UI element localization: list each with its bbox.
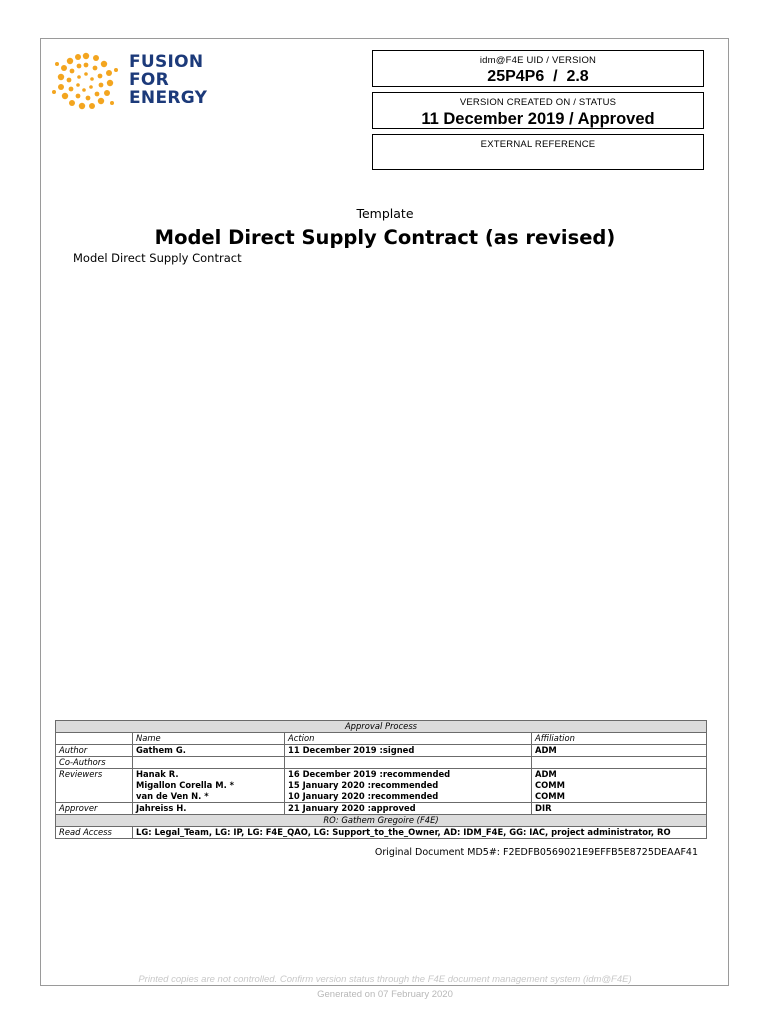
logo-wordmark: [129, 53, 207, 107]
coauthors-row: [56, 757, 707, 769]
footer-generated-date: Generated on 07 February 2020: [317, 989, 453, 1000]
author-name: Gathem G.: [133, 745, 285, 757]
logo-line-1: FUSION: [129, 52, 204, 72]
footer-disclaimer: Printed copies are not controlled. Confirm version status through the F4E document management system (idm@F4E): [138, 974, 632, 985]
uid-value: 25P4P6 / 2.8: [487, 68, 589, 85]
approver-action: 21 January 2020 :approved: [285, 803, 532, 815]
md5-checksum: Original Document MD5#: F2EDFB0569021E9EFFB5E8725DEAAF41: [374, 847, 698, 858]
approver-role: Approver: [56, 803, 133, 815]
document-title: Model Direct Supply Contract (as revised): [154, 226, 616, 249]
reviewers-row: [56, 769, 707, 803]
page-frame: [40, 38, 729, 986]
external-reference-label: EXTERNAL REFERENCE: [480, 139, 596, 150]
uid-version-box: [372, 50, 704, 87]
reviewer-name: Migallon Corella M. *: [136, 780, 235, 790]
coauthors-role: Co-Authors: [56, 757, 133, 769]
ro-line: RO: Gathem Gregoire (F4E): [56, 815, 707, 827]
col-affiliation: Affiliation: [532, 733, 707, 745]
author-affiliation: ADM: [532, 745, 707, 757]
external-reference-box: [372, 134, 704, 170]
author-action: 11 December 2019 :signed: [285, 745, 532, 757]
reviewer-affiliation: ADM: [535, 769, 557, 779]
document-subtitle: Model Direct Supply Contract: [73, 251, 242, 265]
reviewer-action: 10 January 2020 :recommended: [288, 791, 439, 801]
read-access-row: [56, 827, 707, 839]
reviewers-role: Reviewers: [56, 769, 133, 803]
approver-name: Jahreiss H.: [133, 803, 285, 815]
reviewer-action: 15 January 2020 :recommended: [288, 780, 439, 790]
approver-affiliation: DIR: [532, 803, 707, 815]
approval-table: [55, 720, 707, 839]
reviewer-affiliation: COMM: [535, 780, 565, 790]
logo-line-2: FOR: [129, 70, 170, 90]
col-action: Action: [285, 733, 532, 745]
author-row: [56, 745, 707, 757]
version-status-box: [372, 92, 704, 129]
column-header-row: [56, 733, 707, 745]
col-name: Name: [133, 733, 285, 745]
ro-row: [56, 815, 707, 827]
fusion-for-energy-logo: [50, 48, 210, 114]
reviewer-affiliation: COMM: [535, 791, 565, 801]
template-label: Template: [356, 206, 414, 221]
reviewer-name: van de Ven N. *: [136, 791, 209, 801]
read-access-role: Read Access: [56, 827, 133, 839]
reviewer-action: 16 December 2019 :recommended: [288, 769, 451, 779]
approval-header-row: [56, 721, 707, 733]
version-label: VERSION CREATED ON / STATUS: [459, 97, 617, 108]
author-role: Author: [56, 745, 133, 757]
approver-row: [56, 803, 707, 815]
version-value: 11 December 2019 / Approved: [421, 110, 655, 128]
sun-logo-icon: [50, 48, 122, 114]
uid-label: idm@F4E UID / VERSION: [479, 55, 597, 66]
logo-line-3: ENERGY: [129, 88, 208, 108]
reviewer-name: Hanak R.: [136, 769, 179, 779]
read-access-value: LG: Legal_Team, LG: IP, LG: F4E_QAO, LG: Support_to_the_Owner, AD: IDM_F4E, GG: IAC, project administrator, RO: [133, 827, 707, 839]
approval-title: Approval Process: [56, 721, 707, 733]
